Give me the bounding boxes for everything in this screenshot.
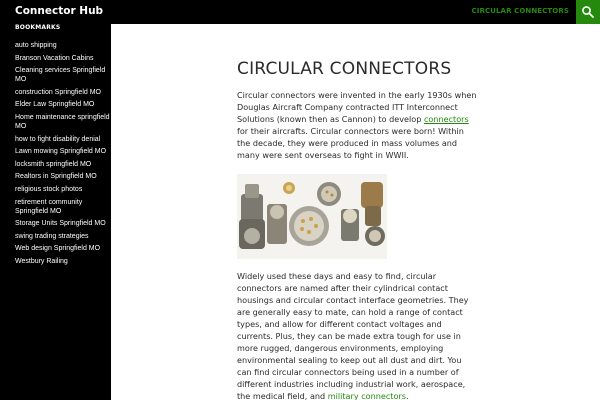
bookmark-link[interactable]: Home maintenance springfield MO [15, 113, 110, 130]
bookmark-link[interactable]: auto shipping [15, 42, 57, 49]
article-paragraph [237, 270, 477, 400]
bookmark-link[interactable]: Lawn mowing Springfield MO [15, 148, 107, 156]
bookmark-link[interactable]: locksmith springfield MO [15, 160, 92, 168]
connectors-photo [237, 174, 387, 259]
main-content [111, 24, 600, 400]
sidebar [0, 24, 111, 400]
site-header [0, 0, 600, 24]
bookmarks-heading: BOOKMARKS [15, 24, 61, 31]
nav-item-circular-connectors[interactable]: CIRCULAR CONNECTORS [471, 7, 569, 15]
bookmark-link[interactable]: swing trading strategies [15, 232, 89, 240]
bookmarks-list [15, 41, 111, 270]
bookmark-link[interactable]: Realtors in Springfield MO [15, 173, 97, 181]
bookmark-link[interactable]: Storage Units Springfield MO [15, 220, 106, 228]
bookmark-link[interactable]: construction Springfield MO [15, 88, 101, 96]
bookmark-link[interactable]: how to fight disability denial [15, 135, 101, 143]
bookmark-link[interactable]: Westbury Railing [15, 257, 68, 265]
paragraph-text: Circular connectors were invented in the early 1930s when Douglas Aircraft Company contracted ITT Interconnect Solutions (known then as Cannon) to develop [237, 90, 477, 124]
article-paragraph [237, 89, 477, 161]
bookmark-link[interactable]: retirement community Springfield MO [15, 198, 83, 215]
page-title: CIRCULAR CONNECTORS [237, 59, 452, 79]
site-title[interactable]: Connector Hub [15, 5, 104, 17]
search-icon [581, 5, 595, 19]
search-button[interactable] [576, 0, 600, 24]
paragraph-text: . [405, 391, 409, 400]
connectors-link[interactable]: connectors [423, 114, 469, 124]
bookmark-link[interactable]: Web design Springfield MO [15, 245, 101, 253]
paragraph-text: for their aircrafts. Circular connectors were born! Within the decade, they were produced in mass volumes and many were sent overseas to fight in WWII. [237, 126, 464, 160]
bookmark-link[interactable]: Branson Vacation Cabins [15, 54, 94, 62]
bookmark-link[interactable]: Elder Law Springfield MO [15, 101, 95, 109]
paragraph-text: Widely used these days and easy to find, circular connectors are named after their cylindrical contact housings and circular contact interface geometries. They are generally easy to mate, can hold a range of contact types, and allow for different contact voltages and currents. Plus, they can be made extra tough for use in more rugged, dangerous environments, employing environmental sealing to keep out all dust and dirt. You can find circular connectors being used in a number of different industries including industrial work, aerospace, the medical field, and [237, 271, 469, 400]
bookmark-link[interactable]: Cleaning services Springfield MO [15, 67, 106, 84]
bookmark-link[interactable]: religious stock photos [15, 185, 83, 193]
military-connectors-link[interactable]: military connectors [327, 391, 406, 400]
